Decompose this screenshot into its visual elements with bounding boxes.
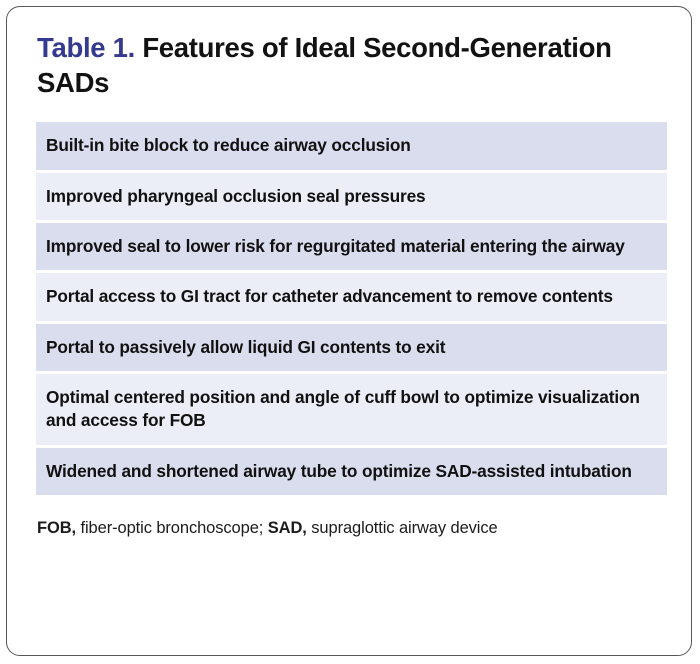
table-row: Improved pharyngeal occlusion seal pressures [36, 173, 667, 220]
table-rows [7, 122, 691, 495]
footnote-definition-sad: supraglottic airway device [306, 519, 498, 538]
table-footnote [7, 498, 691, 539]
table-row: Portal access to GI tract for catheter advancement to remove contents [36, 273, 667, 320]
table-number-label: Table 1. [37, 32, 135, 63]
footnote-abbreviation-fob: FOB, [37, 519, 77, 538]
table-row: Improved seal to lower risk for regurgitated material entering the airway [36, 223, 667, 270]
table-row: Built-in bite block to reduce airway occlusion [36, 122, 667, 169]
table-title [7, 7, 691, 100]
footnote-definition-fob: fiber-optic bronchoscope; [76, 519, 268, 538]
table-title-text: Features of Ideal Second-Generation SADs [37, 32, 612, 98]
table-row: Widened and shortened airway tube to optimize SAD-assisted intubation [36, 448, 667, 495]
table-row: Optimal centered position and angle of cuff bowl to optimize visualization and access for FOB [36, 374, 667, 445]
table-card [6, 6, 692, 656]
footnote-abbreviation-sad: SAD, [267, 519, 307, 538]
table-row: Portal to passively allow liquid GI contents to exit [36, 324, 667, 371]
